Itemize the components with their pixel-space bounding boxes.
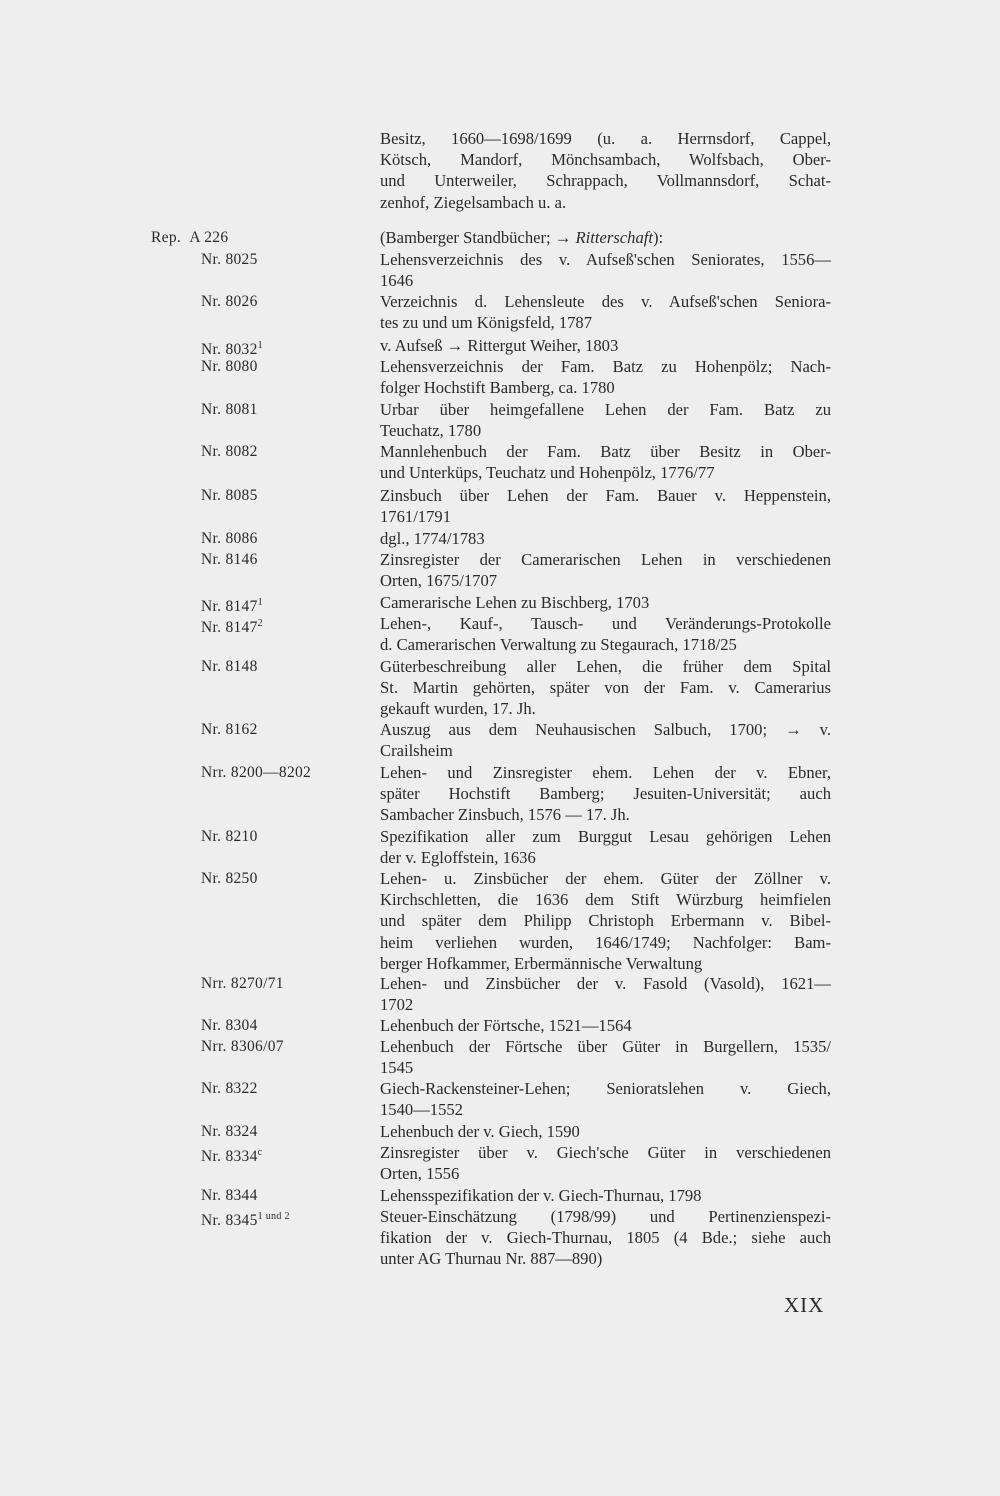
entry-reference-number: Nr. 8322 (201, 1080, 258, 1097)
entry-description-line: 1545 (380, 1058, 414, 1078)
entry-description-line: berger Hofkammer, Erbermännische Verwaltung (380, 953, 703, 973)
entry-description-line: Orten, 1675/1707 (380, 571, 498, 591)
entry-description (380, 1078, 831, 1120)
rep-id: A 226 (189, 229, 229, 246)
entry-description (380, 291, 831, 333)
rep-label-text: Rep. (151, 229, 182, 246)
page-number: XIX (784, 1293, 825, 1317)
entry-reference-number: Nr. 8025 (201, 251, 258, 268)
entry-reference-number: Nrr. 8200—8202 (201, 764, 312, 781)
entry-description-line: Lehen-, Kauf-, Tausch- und Veränderungs-Protokolle (380, 614, 831, 633)
entry-reference (201, 1015, 258, 1036)
entry-reference-number: Nrr. 8306/07 (201, 1038, 284, 1055)
entry-description (380, 441, 831, 483)
entry-description-line: Zinsbuch über Lehen der Fam. Bauer v. Heppenstein, (380, 486, 831, 505)
entry-reference-superscript: 1 und 2 (257, 1211, 290, 1222)
entry-description (380, 1036, 831, 1078)
entry-reference-number: Nr. 8032 (201, 341, 258, 358)
entry-description-line: Lehen- und Zinsbücher der v. Fasold (Vasold), 1621— (380, 974, 831, 993)
intro-line: Besitz, 1660—1698/1699 (u. a. Herrnsdorf, Cappel, (380, 129, 831, 148)
entry-reference (201, 356, 258, 377)
entry-reference (201, 826, 258, 847)
entry-reference-number: Nr. 8345 (201, 1212, 258, 1229)
entry-description-line: 1702 (380, 995, 414, 1015)
entry-reference (201, 485, 258, 506)
entry-reference (201, 1078, 258, 1099)
entry-reference (201, 441, 258, 462)
entry-description-line: Orten, 1556 (380, 1164, 460, 1184)
entry-description-line: folger Hochstift Bamberg, ca. 1780 (380, 378, 615, 398)
entry-description (380, 868, 831, 974)
entry-reference (201, 399, 258, 420)
entry-reference (201, 1206, 290, 1231)
entry-description-line: Lehen- und Zinsregister ehem. Lehen der v. Ebner, (380, 763, 831, 782)
rep-description-text: (Bamberger Standbücher; → (380, 228, 572, 247)
entry-reference (201, 291, 258, 312)
entry-description-line: Zinsregister über v. Giech'sche Güter in verschiedenen (380, 1143, 831, 1162)
entry-description-line: Verzeichnis d. Lehensleute des v. Aufseß'schen Seniora- (380, 292, 831, 311)
entry-description (380, 528, 831, 549)
entry-reference (201, 1036, 284, 1057)
rep-description-italic: Ritterschaft (575, 228, 653, 247)
entry-description-line: später Hochstift Bamberg; Jesuiten-Universität; auch (380, 784, 831, 804)
entry-description (380, 549, 831, 591)
entry-reference-number: Nr. 8082 (201, 443, 258, 460)
entry-description-line: d. Camerarischen Verwaltung zu Stegaurach, 1718/25 (380, 635, 737, 655)
entry-reference (201, 549, 258, 570)
entry-description-line: Zinsregister der Camerarischen Lehen in verschiedenen (380, 550, 831, 569)
entry-description-line: Teuchatz, 1780 (380, 421, 482, 441)
entry-reference (201, 249, 258, 270)
entry-description-line: Auszug aus dem Neuhausischen Salbuch, 1700; → v. (380, 720, 831, 739)
entry-description-line: unter AG Thurnau Nr. 887—890) (380, 1249, 603, 1269)
entry-reference-number: Nr. 8081 (201, 401, 258, 418)
entry-reference-superscript: 1 (257, 340, 263, 351)
intro-paragraph (380, 128, 831, 213)
entry-reference (201, 528, 258, 549)
entry-description-line: der v. Egloffstein, 1636 (380, 848, 536, 868)
entry-description (380, 335, 831, 356)
entry-reference-number: Nr. 8148 (201, 658, 258, 675)
entry-description-line: Kirchschletten, die 1636 dem Stift Würzburg heimfielen (380, 890, 831, 910)
entry-reference (201, 1121, 258, 1142)
entry-description (380, 1121, 831, 1142)
entry-reference-number: Nr. 8344 (201, 1187, 258, 1204)
entry-description (380, 1015, 831, 1036)
entry-description-line: Güterbeschreibung aller Lehen, die früher dem Spital (380, 657, 831, 676)
entry-description-line: fikation der v. Giech-Thurnau, 1805 (4 Bde.; siehe auch (380, 1228, 831, 1248)
entry-reference (201, 1142, 262, 1167)
entry-description-line: Lehen- u. Zinsbücher der ehem. Güter der Zöllner v. (380, 869, 831, 888)
entry-reference (201, 868, 258, 889)
entry-description-line: Lehenbuch der Förtsche, 1521—1564 (380, 1016, 632, 1035)
entry-description-line: und später dem Philipp Christoph Erbermann v. Bibel- (380, 911, 831, 931)
entry-reference-number: Nr. 8334 (201, 1148, 258, 1165)
entry-description-line: Mannlehenbuch der Fam. Batz über Besitz in Ober- (380, 442, 831, 461)
entry-description (380, 356, 831, 398)
intro-line: Kötsch, Mandorf, Mönchsambach, Wolfsbach, Ober- (380, 150, 831, 170)
entry-description (380, 485, 831, 527)
entry-description (380, 826, 831, 868)
entry-reference-number: Nr. 8085 (201, 487, 258, 504)
entry-description-line: gekauft wurden, 17. Jh. (380, 699, 536, 719)
entry-reference-number: Nr. 8210 (201, 828, 258, 845)
entry-description-line: Lehenbuch der Förtsche über Güter in Burgellern, 1535/ (380, 1037, 831, 1056)
entry-description (380, 762, 831, 826)
entry-description-line: Sambacher Zinsbuch, 1576 — 17. Jh. (380, 805, 630, 825)
entry-description (380, 592, 831, 613)
entry-description-line: 1540—1552 (380, 1100, 463, 1120)
entry-description-line: v. Aufseß → Rittergut Weiher, 1803 (380, 336, 619, 355)
entry-description (380, 249, 831, 291)
entry-description-line: Lehensverzeichnis der Fam. Batz zu Hohenpölz; Nach- (380, 357, 831, 376)
entry-reference-number: Nr. 8086 (201, 530, 258, 547)
entry-description-line: Lehensspezifikation der v. Giech-Thurnau, 1798 (380, 1186, 702, 1205)
entry-reference-superscript: 2 (257, 618, 263, 629)
entry-description-line: Lehenbuch der v. Giech, 1590 (380, 1122, 580, 1141)
entry-description-line: Urbar über heimgefallene Lehen der Fam. Batz zu (380, 400, 831, 419)
entry-reference-number: Nr. 8304 (201, 1017, 258, 1034)
rep-description-line (380, 227, 831, 248)
entry-description-line: Steuer-Einschätzung (1798/99) und Pertinenzienspezi- (380, 1207, 831, 1226)
entry-description (380, 719, 831, 761)
entry-description-line: tes zu und um Königsfeld, 1787 (380, 313, 593, 333)
entry-description-line: 1646 (380, 271, 414, 291)
entry-reference (201, 719, 258, 740)
entry-reference (201, 973, 284, 994)
entry-reference-number: Nr. 8026 (201, 293, 258, 310)
intro-line: und Unterweiler, Schrappach, Vollmannsdorf, Schat- (380, 171, 831, 191)
entry-description-line: Crailsheim (380, 741, 453, 761)
entry-reference-number: Nr. 8147 (201, 598, 258, 615)
entry-description (380, 1142, 831, 1184)
entry-reference-number: Nr. 8250 (201, 870, 258, 887)
entry-reference-superscript: c (257, 1147, 263, 1158)
entry-reference (201, 613, 263, 638)
entry-description-line: heim verliehen wurden, 1646/1749; Nachfolger: Bam- (380, 932, 831, 952)
entry-reference (201, 762, 311, 783)
rep-label (151, 227, 228, 248)
entry-reference-number: Nr. 8146 (201, 551, 258, 568)
entry-description-line: St. Martin gehörten, später von der Fam. v. Camerarius (380, 678, 831, 698)
rep-description (380, 227, 831, 248)
entry-description (380, 399, 831, 441)
entry-reference-number: Nr. 8324 (201, 1123, 258, 1140)
entry-description-line: 1761/1791 (380, 507, 451, 527)
entry-description-line: Camerarische Lehen zu Bischberg, 1703 (380, 593, 650, 612)
entry-description (380, 656, 831, 720)
entry-description (380, 973, 831, 1015)
rep-description-close: ): (652, 228, 664, 247)
entry-description-line: Spezifikation aller zum Burggut Lesau gehörigen Lehen (380, 827, 831, 846)
entry-reference-number: Nr. 8162 (201, 721, 258, 738)
entry-description (380, 1185, 831, 1206)
entry-reference-number: Nrr. 8270/71 (201, 975, 284, 992)
entry-description-line: und Unterküps, Teuchatz und Hohenpölz, 1776/77 (380, 463, 715, 483)
entry-description-line: Giech-Rackensteiner-Lehen; Senioratslehen v. Giech, (380, 1079, 831, 1098)
entry-reference (201, 656, 258, 677)
entry-reference-number: Nr. 8080 (201, 358, 258, 375)
entry-description (380, 1206, 831, 1270)
entry-description-line: dgl., 1774/1783 (380, 529, 485, 548)
entry-reference-number: Nr. 8147 (201, 619, 258, 636)
entry-description-line: Lehensverzeichnis des v. Aufseß'schen Seniorates, 1556— (380, 250, 831, 269)
entry-description (380, 613, 831, 655)
intro-line: zenhof, Ziegelsambach u. a. (380, 192, 567, 212)
entry-reference (201, 1185, 258, 1206)
entry-reference-superscript: 1 (257, 597, 263, 608)
